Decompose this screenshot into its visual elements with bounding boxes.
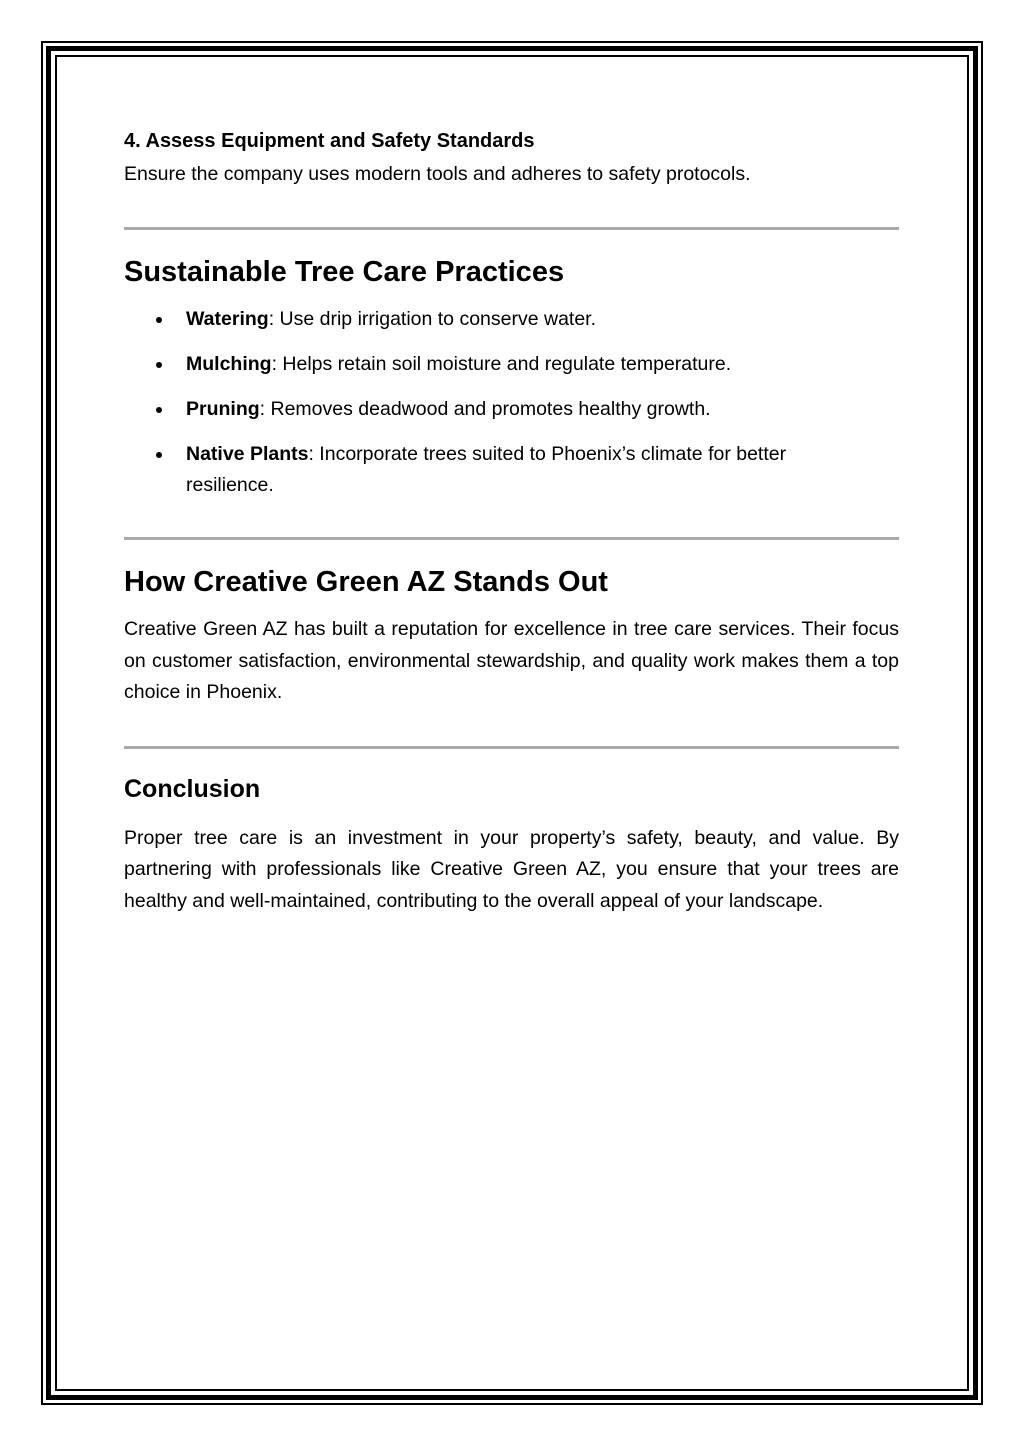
list-item-term: Watering [186,308,269,330]
list-item [124,439,899,501]
section-4-heading: 4. Assess Equipment and Safety Standards [124,130,535,152]
list-item-term: Native Plants [186,443,309,465]
sustainable-heading: Sustainable Tree Care Practices [124,256,565,288]
list-item [124,394,899,425]
list-item [124,304,899,335]
list-item-desc: : Incorporate trees suited to Phoenix’s climate for better resilience. [186,443,787,496]
list-item-desc: : Use drip irrigation to conserve water. [268,308,597,330]
document-content [124,124,899,917]
bullet-icon [156,317,162,323]
bullet-icon [156,407,162,413]
stands-out-text: Creative Green AZ has built a reputation for excellence in tree care services. Their focus on customer satisfaction, environmental stewardship, and quality work makes them a top choice in Phoenix. [124,618,899,703]
bullet-icon [156,362,162,368]
list-item-desc: : Removes deadwood and promotes healthy growth. [259,398,711,420]
list-item-desc: : Helps retain soil moisture and regulate temperature. [271,353,732,375]
conclusion-text: Proper tree care is an investment in your property’s safety, beauty, and value. By partnering with professionals like Creative Green AZ, you ensure that your trees are healthy and well-maintained, contributing to the overall appeal of your landscape. [124,826,899,912]
practices-list [124,304,899,501]
stands-out-heading: How Creative Green AZ Stands Out [124,566,608,598]
section-4-text: Ensure the company uses modern tools and adheres to safety protocols. [124,163,751,185]
bullet-icon [156,452,162,458]
list-item-term: Pruning [186,398,260,420]
list-item [124,349,899,380]
conclusion-heading: Conclusion [124,774,261,803]
list-item-term: Mulching [186,353,272,375]
